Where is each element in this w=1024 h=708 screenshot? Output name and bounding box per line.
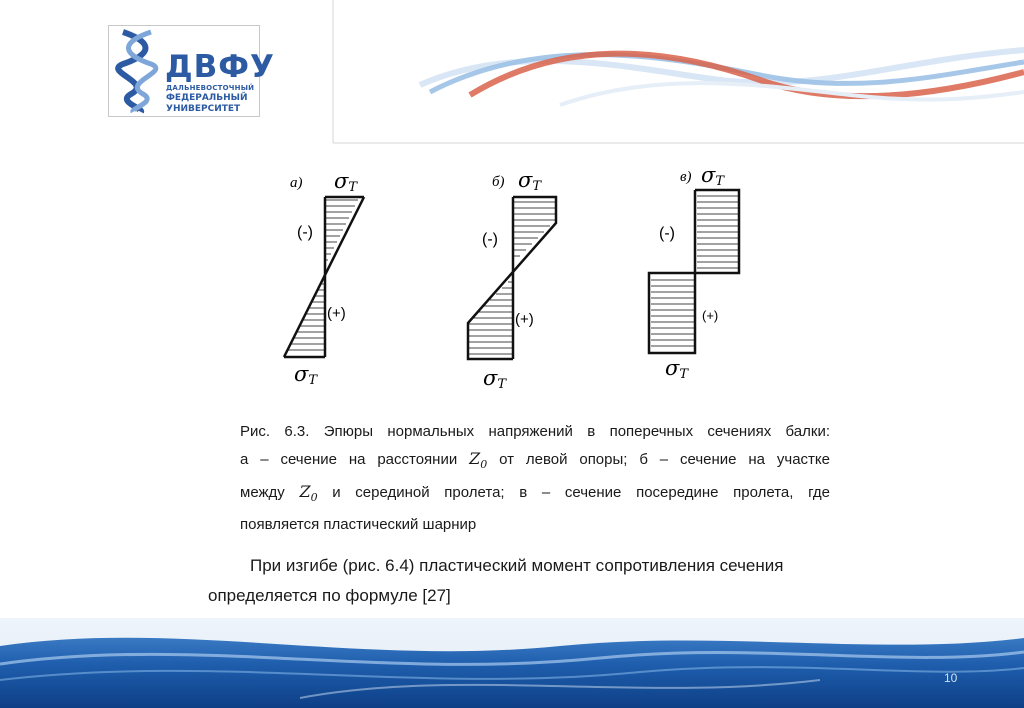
logo-text-line-3: УНИВЕРСИТЕТ bbox=[166, 104, 241, 114]
diagram-b bbox=[468, 168, 556, 392]
diagram-a-negative-sign: (-) bbox=[297, 224, 313, 241]
diagram-b-positive-sign: (+) bbox=[515, 311, 534, 328]
figure-caption-body bbox=[240, 418, 830, 538]
diagram-b-hatching bbox=[468, 202, 555, 354]
diagram-b-label: б) bbox=[492, 174, 505, 190]
paragraph-line-2: определяется по формуле [27] bbox=[208, 586, 451, 605]
paragraph-line-1: При изгибе (рис. 6.4) пластический момент сопротивления сечения bbox=[250, 556, 784, 575]
diagram-a-top-sigma: σT bbox=[334, 169, 358, 195]
diagram-c-label: в) bbox=[680, 169, 692, 185]
caption-line-4: появляется пластический шарнир bbox=[240, 516, 477, 534]
caption-line-2: а – сечение на расстоянии $Z_0$ от левой опоры; б – сечение на участке bbox=[240, 449, 830, 472]
figure-caption bbox=[240, 418, 830, 538]
logo-abbreviation: ДВФУ bbox=[165, 49, 275, 85]
diagram-b-outline bbox=[468, 197, 556, 359]
logo-text-line-1: ДАЛЬНЕВОСТОЧНЫЙ bbox=[166, 84, 255, 92]
caption-line-3: между $Z_0$ и серединой пролета; в – сечение посередине пролета, где bbox=[240, 482, 830, 505]
z0-symbol: $Z_0$ bbox=[469, 449, 488, 472]
logo-text-line-2: ФЕДЕРАЛЬНЫЙ bbox=[166, 93, 248, 103]
diagram-b-top-sigma: σT bbox=[518, 168, 542, 194]
z0-symbol: $Z_0$ bbox=[299, 482, 318, 505]
diagram-b-bottom-sigma: σT bbox=[483, 366, 507, 392]
diagram-a-outline bbox=[284, 197, 364, 357]
footer-wave-decoration bbox=[0, 618, 1024, 708]
diagram-a-label: а) bbox=[290, 175, 303, 191]
diagram-b-negative-sign: (-) bbox=[482, 231, 498, 248]
body-paragraph bbox=[208, 551, 868, 611]
page-number: 10 bbox=[944, 671, 958, 685]
diagram-c-bottom-sigma: σT bbox=[665, 356, 689, 382]
diagram-c bbox=[649, 163, 739, 382]
diagram-a bbox=[284, 169, 364, 388]
diagram-a-positive-sign: (+) bbox=[327, 305, 346, 322]
diagram-a-bottom-sigma: σT bbox=[294, 362, 318, 388]
diagram-c-positive-sign: (+) bbox=[702, 308, 719, 323]
caption-line-1: Рис. 6.3. Эпюры нормальных напряжений в поперечных сечениях балки: bbox=[240, 423, 830, 440]
diagram-c-top-sigma: σT bbox=[701, 163, 725, 189]
diagram-c-negative-sign: (-) bbox=[659, 225, 675, 242]
